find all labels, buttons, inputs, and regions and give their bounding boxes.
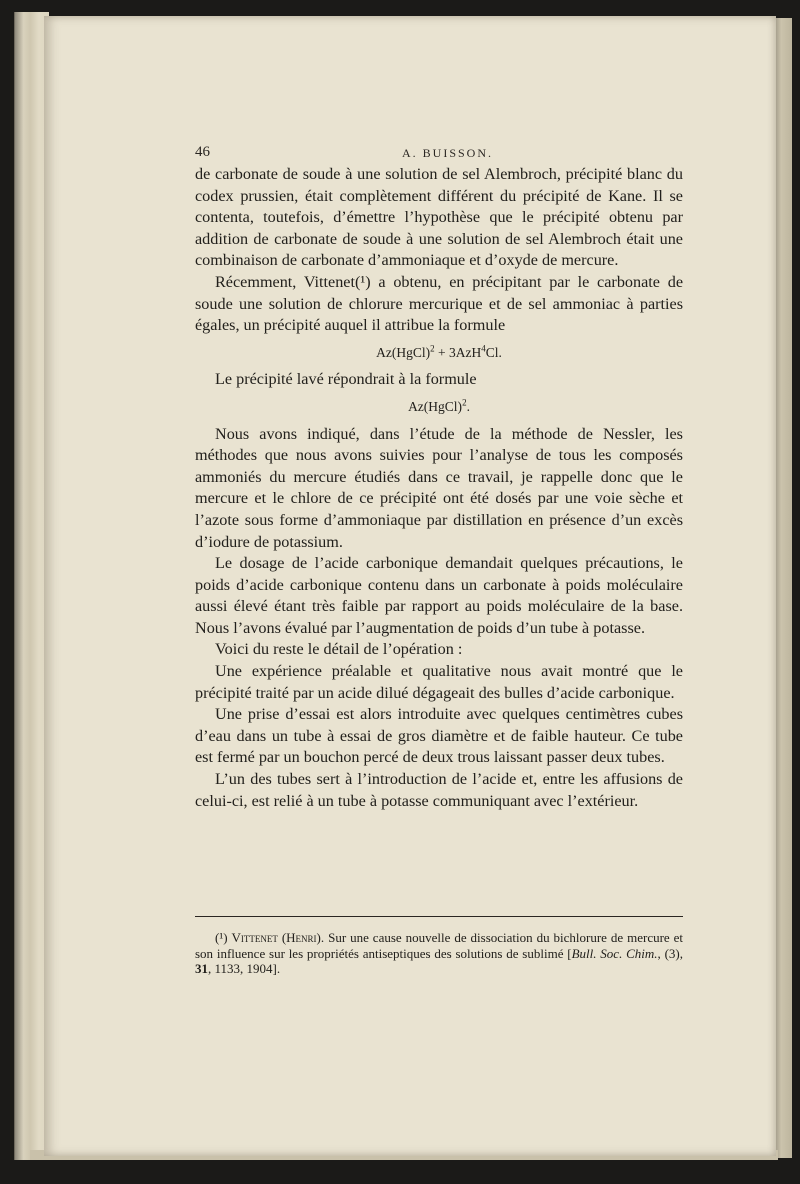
formula-1-part-c: Cl.: [485, 344, 502, 360]
paragraph-9: L’un des tubes sert à l’introduction de l’acide et, entre les affusions de celui-ci, est relié à un tube à potasse communiquant avec l’extérieur.: [195, 770, 683, 810]
paragraph-8: Une prise d’essai est alors introduite avec quelques centimètres cubes d’eau dans un tube à essai de gros diamètre et de faible hauteur. Ce tube est fermé par un bouchon percé de deux trous laissant passer deux tubes.: [195, 705, 683, 767]
footnote-ref-b: , 1133, 1904].: [208, 961, 281, 976]
running-title: A. BUISSON.: [402, 146, 494, 160]
formula-1-exponent: 2: [430, 343, 435, 354]
formula-1: [195, 342, 683, 364]
paragraph-4: Nous avons indiqué, dans l’étude de la méthode de Nessler, les méthodes que nous avons suivies pour l’analyse de tous les composés ammoniés du mercure étudiés dans ce travail, je rappelle donc que le mercure et le chlore de ce précipité ont été dosés par une voie sèche et l’azote sous forme d’ammoniaque par distillation en présence d’un excès d’iodure de potassium.: [195, 424, 683, 551]
paragraph-5: Le dosage de l’acide carbonique demandait quelques précautions, le poids d’acide carbonique contenu dans un carbonate à poids moléculaire aussi élevé étant très faible par rapport au poids moléculaire de la base. Nous l’avons évalué par l’augmentation de poids d’un tube à potasse.: [195, 554, 683, 637]
paragraph-2-text: a obtenu, en précipitant par le carbonate de soude une solution de chlorure mercurique et de sel ammoniac à parties égales, un précipité auquel il attribue la formule: [195, 272, 684, 335]
page-number: 46: [195, 144, 210, 160]
footnote-author: Vittenet (Henri).: [231, 930, 325, 945]
paragraph-2: [195, 272, 683, 337]
page-header: [44, 144, 776, 164]
footnote-journal: Bull. Soc. Chim.: [571, 945, 658, 961]
formula-1-part-b: + 3AzH: [434, 344, 482, 360]
book-page: [44, 16, 776, 1156]
paragraph-3: Le précipité lavé répondrait à la formule: [215, 370, 477, 389]
footnote-volume: 31: [195, 961, 208, 976]
footnote-text: [195, 930, 683, 977]
formula-2-exponent: 2: [462, 397, 467, 408]
page-stack-right-edge: [774, 18, 792, 1158]
paragraph-2-author: Récemment, Vittenet: [215, 272, 355, 291]
formula-2: [195, 396, 683, 418]
formula-1-exponent-2: 4: [481, 343, 486, 354]
formula-2-part-b: .: [466, 398, 470, 414]
footnote-rule: [195, 916, 683, 917]
footnote-marker: (¹): [215, 930, 228, 945]
body-text: [195, 164, 683, 812]
footnote-body: Sur une cause nouvelle de dissociation du bichlorure de mercure et son influence sur les propriétés antiseptiques des solutions de sublimé [: [195, 930, 684, 961]
formula-1-part-a: Az(HgCl): [376, 344, 431, 360]
paragraph-6: Voici du reste le détail de l’opération :: [215, 640, 463, 659]
paragraph-1: de carbonate de soude à une solution de sel Alembroch, précipité blanc du codex prussien, était complètement différent du précipité de Kane. Il se contenta, toutefois, d’émettre l’hypothèse que le précipité obtenu par addition de carbonate de soude à une solution de sel Alembroch était une combinaison de carbonate d’ammoniaque et d’oxyde de mercure.: [195, 165, 683, 270]
formula-2-part-a: Az(HgCl): [408, 398, 463, 414]
paragraph-7: Une expérience préalable et qualitative nous avait montré que le précipité traité par un acide dilué dégageait des bulles d’acide carbonique.: [195, 662, 683, 702]
footnote-ref-a: , (3),: [657, 945, 683, 961]
footnote: [195, 930, 683, 977]
footnote-ref: (¹): [355, 272, 371, 291]
